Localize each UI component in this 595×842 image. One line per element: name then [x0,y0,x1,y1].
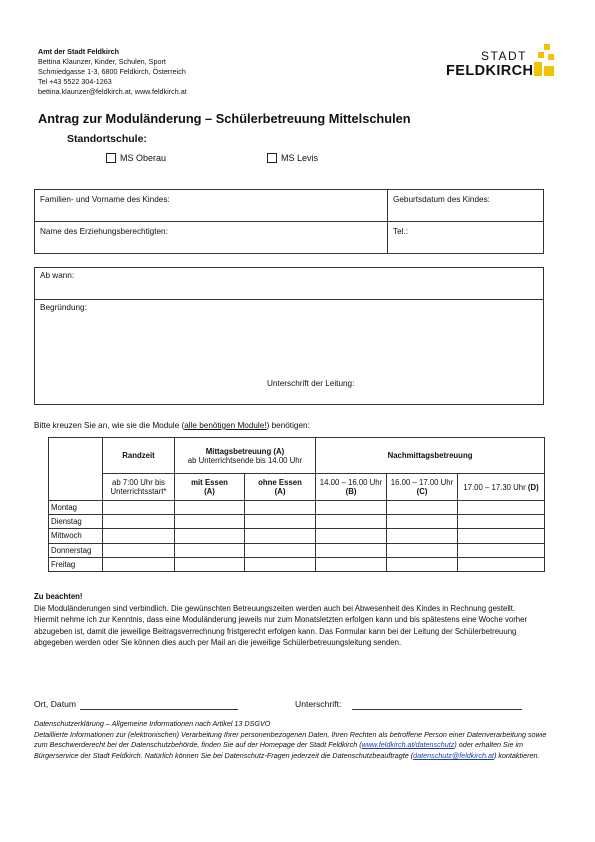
module-cell[interactable] [387,515,458,529]
reason-field[interactable]: Begründung: [40,303,87,312]
module-cell[interactable] [103,515,175,529]
table-row [49,529,545,543]
header-sublabel: ab Unterrichtsende bis 14.00 Uhr [187,455,303,465]
privacy-text-part: Detaillierte Informationen zur (elektronischen) Verarbeitung Ihrer personenbezogenen Daten, Ihren Rechten als betroffene Person einer Datenverarbeitung sowie zum Beschwerderecht bei der Datenschutzbehörde, finden Sie auf der Homepage der Stadt Feldkirch ( [34,729,547,749]
leader-signature-field[interactable]: Unterschrift der Leitung: [267,379,355,388]
module-cell[interactable] [458,543,545,557]
intro-text: Bitte kreuzen Sie an, wie sie die Module ( [34,421,185,430]
standort-label: Standortschule: [67,133,147,145]
logo-text-bottom: FELDKIRCH [446,63,534,79]
module-cell[interactable] [316,501,387,515]
logo-text-top: STADT [481,49,527,63]
module-cell[interactable] [175,543,245,557]
place-date-field[interactable] [34,699,76,709]
slot-time: 16.00 – 17.00 Uhr [390,478,454,487]
intro-text: ) benötigen: [266,421,310,430]
change-box [34,267,544,405]
header-label: Randzeit [122,451,155,460]
signature-field[interactable] [295,699,341,709]
module-cell[interactable] [175,529,245,543]
module-cell[interactable] [316,529,387,543]
school-option-oberau[interactable] [106,153,166,163]
module-code: (B) [345,487,357,496]
module-cell[interactable] [458,529,545,543]
guardian-field[interactable]: Name des Erziehungsberechtigten: [40,227,168,236]
header-mittag [175,438,316,474]
header-label: ohne Essen [258,478,302,487]
module-cell[interactable] [458,515,545,529]
privacy-text [34,730,556,762]
sender-block [38,47,187,97]
slot-time: 14.00 – 16.00 Uhr [319,478,383,487]
module-intro [34,421,310,430]
module-cell[interactable] [387,529,458,543]
module-cell[interactable] [245,501,316,515]
sender-org: Amt der Stadt Feldkirch [38,47,120,56]
child-name-field[interactable]: Familien- und Vorname des Kindes: [40,195,170,204]
slot-time: 17.00 – 17.30 Uhr [463,482,528,492]
module-cell[interactable] [316,543,387,557]
module-cell[interactable] [387,543,458,557]
table-row [49,515,545,529]
header-label: Nachmittagsbetreuung [387,451,473,460]
day-label: Montag [49,501,103,515]
notes-section [34,591,556,649]
personal-data-box [34,189,544,254]
divider [387,190,388,253]
module-cell[interactable] [458,501,545,515]
checkbox[interactable] [106,153,116,163]
place-date-line [80,709,238,710]
header-randzeit [103,438,175,474]
subheader-slot-d [458,474,545,501]
logo-mark-icon [534,44,558,80]
checkbox[interactable] [267,153,277,163]
signature-label: Unterschrift: [295,699,342,709]
feldkirch-logo [446,44,558,80]
sender-line: Bettina Klaunzer, Kinder, Schulen, Sport [38,57,166,66]
module-cell[interactable] [103,557,175,571]
privacy-text-part: ) oder erhalten Sie im Bürgerservice der Stadt Feldkirch. Natürlich können Sie bei Datenschutz-Fragen jederzeit die Datenschutzbeauftragte ( [34,740,524,760]
privacy-link[interactable]: www.feldkirch.at/datenschutz [361,740,455,749]
divider [35,221,543,222]
signature-line [352,709,522,710]
module-cell[interactable] [175,501,245,515]
module-cell[interactable] [245,543,316,557]
subheader-slot-b [316,474,387,501]
divider [35,299,543,300]
module-cell[interactable] [245,515,316,529]
module-code: (D) [527,482,539,492]
privacy-email-link[interactable]: datenschutz@feldkirch.at [413,750,494,760]
module-cell[interactable] [316,515,387,529]
subheader-randzeit: ab 7:00 Uhr bis Unterrichtsstart* [103,474,175,501]
school-option-label: MS Oberau [120,153,167,163]
module-cell[interactable] [103,501,175,515]
module-table [48,437,545,572]
sender-line: Schmiedgasse 1-3, 6800 Feldkirch, Österreich [38,67,186,76]
birthdate-field[interactable]: Geburtsdatum des Kindes: [393,195,490,204]
module-cell[interactable] [245,529,316,543]
header-label: Mittagsbetreuung (A) [205,446,285,456]
subheader-slot-c [387,474,458,501]
notes-paragraph: Die Moduländerungen sind verbindlich. Die gewünschten Betreuungszeiten werden auch bei Abwesenheit des Kindes in Rechnung gestellt. [34,603,516,613]
page-title: Antrag zur Moduländerung – Schülerbetreuung Mittelschulen [38,111,411,126]
module-cell[interactable] [175,515,245,529]
notes-heading: Zu beachten! [34,592,83,601]
privacy-text-part: ) kontaktieren. [493,750,540,760]
sender-line: bettina.klaunzer@feldkirch.at, www.feldkirch.at [38,87,187,96]
privacy-notice [34,719,556,761]
table-row [49,557,545,571]
module-cell[interactable] [387,557,458,571]
module-cell[interactable] [316,557,387,571]
school-option-levis[interactable] [267,153,318,163]
sender-line: Tel +43 5522 304-1263 [38,77,112,86]
since-field[interactable]: Ab wann: [40,271,75,280]
module-code: (A) [204,487,215,496]
corner-cell [49,438,103,501]
table-row [49,543,545,557]
module-cell[interactable] [175,557,245,571]
privacy-heading: Datenschutzerklärung – Allgemeine Informationen nach Artikel 13 DSGVO [34,719,271,728]
day-label: Freitag [49,557,103,571]
school-option-label: MS Levis [281,153,319,163]
day-label: Mittwoch [49,529,103,543]
module-code: (C) [416,487,428,496]
subheader-mit-essen [175,474,245,501]
phone-field[interactable]: Tel.: [393,227,409,236]
module-cell[interactable] [245,557,316,571]
day-label: Donnerstag [49,543,103,557]
day-label: Dienstag [49,515,103,529]
module-cell[interactable] [103,529,175,543]
table-row [49,501,545,515]
module-code: (A) [274,487,286,496]
module-cell[interactable] [103,543,175,557]
notes-paragraph: Hiermit nehme ich zur Kenntnis, dass eine Moduländerung jeweils nur zum Monatsletzten erfolgen kann und bis spätestens eine Woche vorher abzugeben ist, damit die jeweilige Beitragsverrechnung fristgerecht erfolgen kann. Das Formular kann bei der Leitung der Schülerbetreuung abgegeben werden oder Sie können dies auch per Mail an die jeweilige Schülerbetreuungsleitung senden. [34,615,528,648]
header-nachmittag [316,438,545,474]
intro-emphasis: alle benötigen Module! [184,421,267,430]
header-label: mit Essen [191,478,228,487]
module-cell[interactable] [387,501,458,515]
place-date-label: Ort, Datum [34,699,77,709]
module-cell[interactable] [458,557,545,571]
subheader-ohne-essen [245,474,316,501]
